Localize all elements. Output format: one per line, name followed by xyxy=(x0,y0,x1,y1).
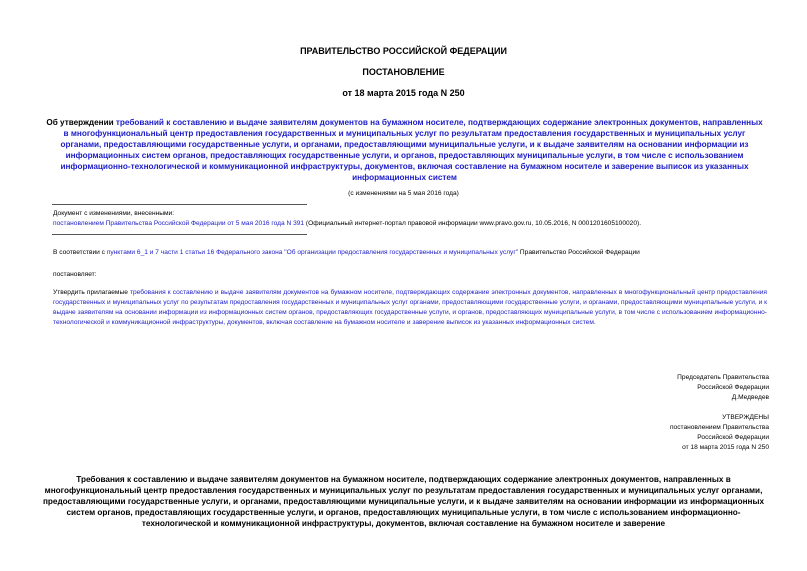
document-date-number: от 18 марта 2015 года N 250 xyxy=(342,88,465,98)
approve-requirements-link[interactable]: требования к составлению и выдаче заявителям документов на бумажном носителе, подтверждающих содержание электронных документов, направленных в многофункциональный центр предоставления государственных и муниципальных услуг по результатам предоставления государственных и муниципальных услуг органами, предоставляющими государственные услуги, и органами, предоставляющими муниципальные услуги, и к выдаче заявителям на основании информации из информационных систем органов, предоставляющих государственные услуги, и органов, предоставляющих муниципальные услуги, в том числе с использованием информационно-технологической и коммуникационной инфраструктуры, документов, включая составление на бумажном носителе и заверение выписок из указанных информационных систем. xyxy=(53,289,767,326)
federal-law-link[interactable]: пунктами 6_1 и 7 части 1 статьи 16 Федерального закона "Об организации предоставления государственных и муниципальных услуг" xyxy=(106,249,519,256)
preamble-suffix: Правительство Российской Федерации xyxy=(518,249,640,256)
approved-label: УТВЕРЖДЕНЫ xyxy=(722,414,769,421)
signature-country: Российской Федерации xyxy=(697,384,769,391)
title-requirements-link[interactable]: требований к составлению и выдаче заявителям документов на бумажном носителе, подтверждающих содержание электронных документов, направленных в многофункциональный центр предоставления государственных и муниципальных услуг по результатам предоставления государственных и муниципальных услуг органами, предоставляющими государственные услуги, и органами, предоставляющими муниципальные услуги, и к выдаче заявителям на основании информации из информационных систем органов, предоставляющих государственные услуги, и органов, предоставляющих муниципальные услуги, в том числе с использованием информационно-технологической и коммуникационной инфраструктуры, документов, включая составление на бумажном носителе и заверение выписок из указанных информационных систем xyxy=(60,118,763,182)
changes-top-divider xyxy=(52,204,307,205)
document-title xyxy=(44,117,765,183)
document-type-heading: ПОСТАНОВЛЕНИЕ xyxy=(362,67,445,77)
approved-by: постановлением Правительства xyxy=(669,424,769,431)
signature-block xyxy=(677,373,769,403)
changes-block xyxy=(53,209,793,229)
preamble-paragraph xyxy=(53,248,767,258)
approved-block xyxy=(670,413,769,453)
requirements-title: Требования к составлению и выдаче заявителям документов на бумажном носителе, подтверждающих содержание электронных документов, направленных в многофункциональный центр предоставления государственных и муниципальных услуг по результатам предоставления государственных и муниципальных услуг органами, предоставляющими государственные услуги, и органами, предоставляющими муниципальные услуги, и к выдаче заявителям на основании информации из информационных систем органов, предоставляющих государственные услуги, и органов, предоставляющих муниципальные услуги, в том числе с использованием информационно-технологической и коммуникационной инфраструктуры, документов, включая составление на бумажном носителе и заверение xyxy=(42,475,765,528)
title-prefix: Об утверждении xyxy=(46,118,116,127)
approve-paragraph xyxy=(53,288,767,328)
changes-decree-link[interactable]: постановлением Правительства Российской Федерации от 5 мая 2016 года N 391 xyxy=(53,220,305,227)
changes-source: (Официальный интернет-портал правовой информации www.pravo.gov.ru, 10.05.2016, N 0001201605100020). xyxy=(304,220,642,227)
signature-name: Д.Медведев xyxy=(731,394,769,401)
amendment-note: (с изменениями на 5 мая 2016 года) xyxy=(348,190,459,197)
preamble-prefix: В соответствии с xyxy=(53,249,107,256)
government-heading: ПРАВИТЕЛЬСТВО РОССИЙСКОЙ ФЕДЕРАЦИИ xyxy=(300,46,507,56)
approved-date: от 18 марта 2015 года N 250 xyxy=(682,444,769,451)
approve-prefix: Утвердить прилагаемые xyxy=(53,289,130,296)
changes-heading: Документ с изменениями, внесенными: xyxy=(53,210,175,217)
changes-line xyxy=(53,219,793,229)
approved-country: Российской Федерации xyxy=(697,434,769,441)
decides-label: постановляет: xyxy=(53,271,97,278)
signature-position: Председатель Правительства xyxy=(677,374,769,381)
changes-bottom-divider xyxy=(52,234,307,235)
